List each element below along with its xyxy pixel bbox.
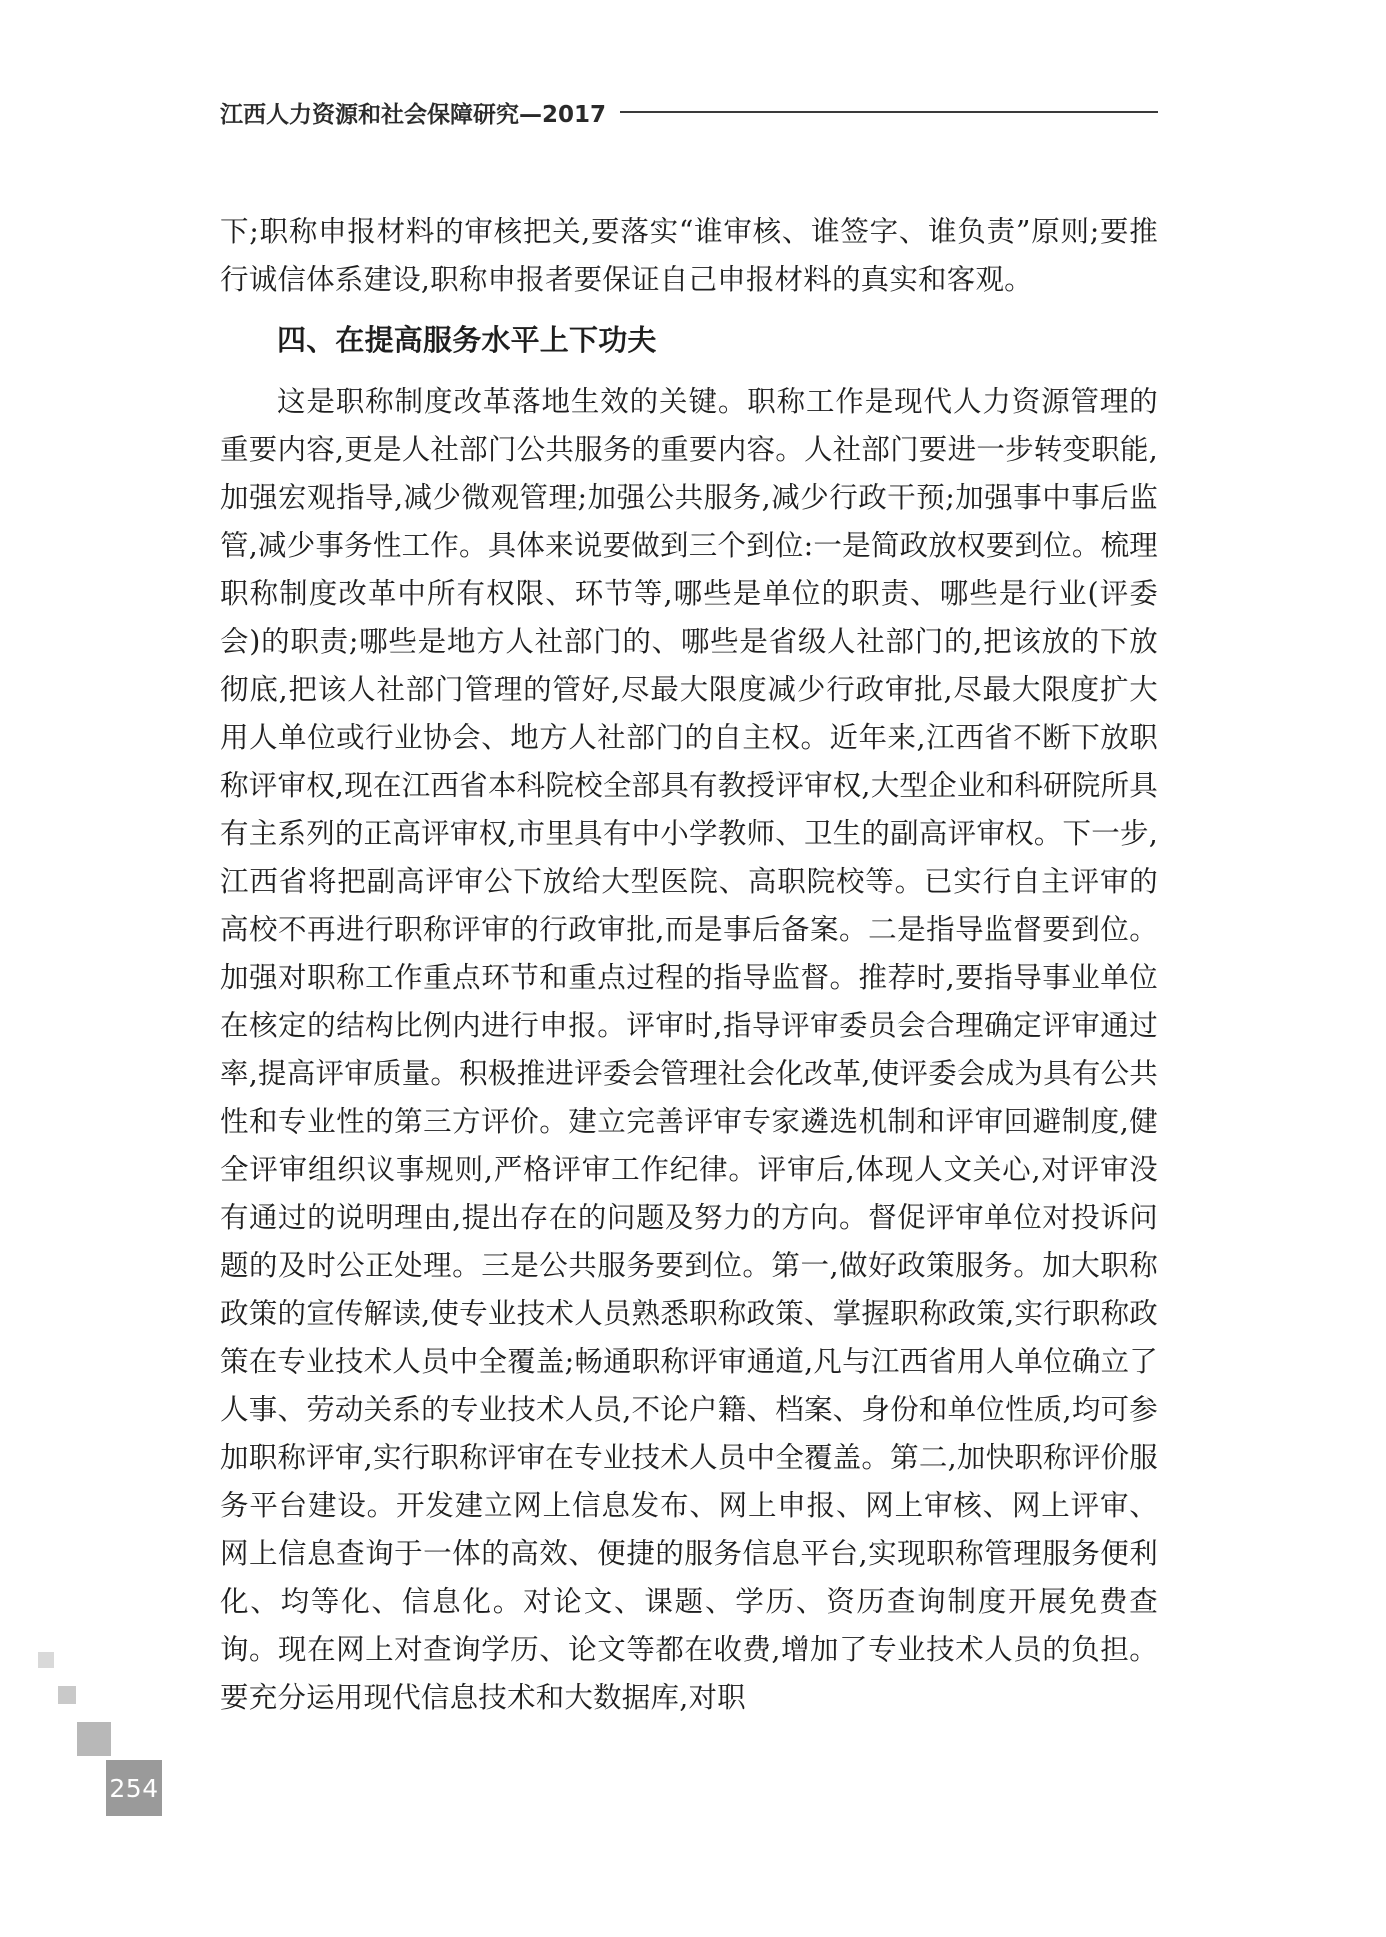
running-head-rule [620,111,1158,113]
body-text [220,208,1158,1722]
paragraph-continued: 下;职称申报材料的审核把关,要落实“谁审核、谁签字、谁负责”原则;要推行诚信体系建设,职称申报者要保证自己申报材料的真实和客观。 [220,215,1158,296]
running-head-title: 江西人力资源和社会保障研究—2017 [220,101,607,128]
page-number: 254 [109,1773,159,1803]
section-heading: 四、在提高服务水平上下功夫 [277,323,657,357]
paragraph-main: 这是职称制度改革落地生效的关键。职称工作是现代人力资源管理的重要内容,更是人社部门公共服务的重要内容。人社部门要进一步转变职能,加强宏观指导,减少微观管理;加强公共服务,减少行政干预;加强事中事后监管,减少事务性工作。具体来说要做到三个到位:一是简政放权要到位。梳理职称制度改革中所有权限、环节等,哪些是单位的职责、哪些是行业(评委会)的职责;哪些是地方人社部门的、哪些是省级人社部门的,把该放的下放彻底,把该人社部门管理的管好,尽最大限度减少行政审批,尽最大限度扩大用人单位或行业协会、地方人社部门的自主权。近年来,江西省不断下放职称评审权,现在江西省本科院校全部具有教授评审权,大型企业和科研院所具有主系列的正高评审权,市里具有中小学教师、卫生的副高评审权。下一步,江西省将把副高评审公下放给大型医院、高职院校等。已实行自主评审的高校不再进行职称评审的行政审批,而是事后备案。二是指导监督要到位。加强对职称工作重点环节和重点过程的指导监督。推荐时,要指导事业单位在核定的结构比例内进行申报。评审时,指导评审委员会合理确定评审通过率,提高评审质量。积极推进评委会管理社会化改革,使评委会成为具有公共性和专业性的第三方评价。建立完善评审专家遴选机制和评审回避制度,健全评审组织议事规则,严格评审工作纪律。评审后,体现人文关心,对评审没有通过的说明理由,提出存在的问题及努力的方向。督促评审单位对投诉问题的及时公正处理。三是公共服务要到位。第一,做好政策服务。加大职称政策的宣传解读,使专业技术人员熟悉职称政策、掌握职称政策,实行职称政策在专业技术人员中全覆盖;畅通职称评审通道,凡与江西省用人单位确立了人事、劳动关系的专业技术人员,不论户籍、档案、身份和单位性质,均可参加职称评审,实行职称评审在专业技术人员中全覆盖。第二,加快职称评价服务平台建设。开发建立网上信息发布、网上申报、网上审核、网上评审、网上信息查询于一体的高效、便捷的服务信息平台,实现职称管理服务便利化、均等化、信息化。对论文、课题、学历、资历查询制度开展免费查询。现在网上对查询学历、论文等都在收费,增加了专业技术人员的负担。要充分运用现代信息技术和大数据库,对职 [220,385,1158,1714]
decorative-square [58,1686,76,1704]
page-number-box [106,1760,162,1816]
decorative-square [38,1652,54,1668]
running-head [220,95,1158,129]
decorative-square [77,1722,111,1756]
